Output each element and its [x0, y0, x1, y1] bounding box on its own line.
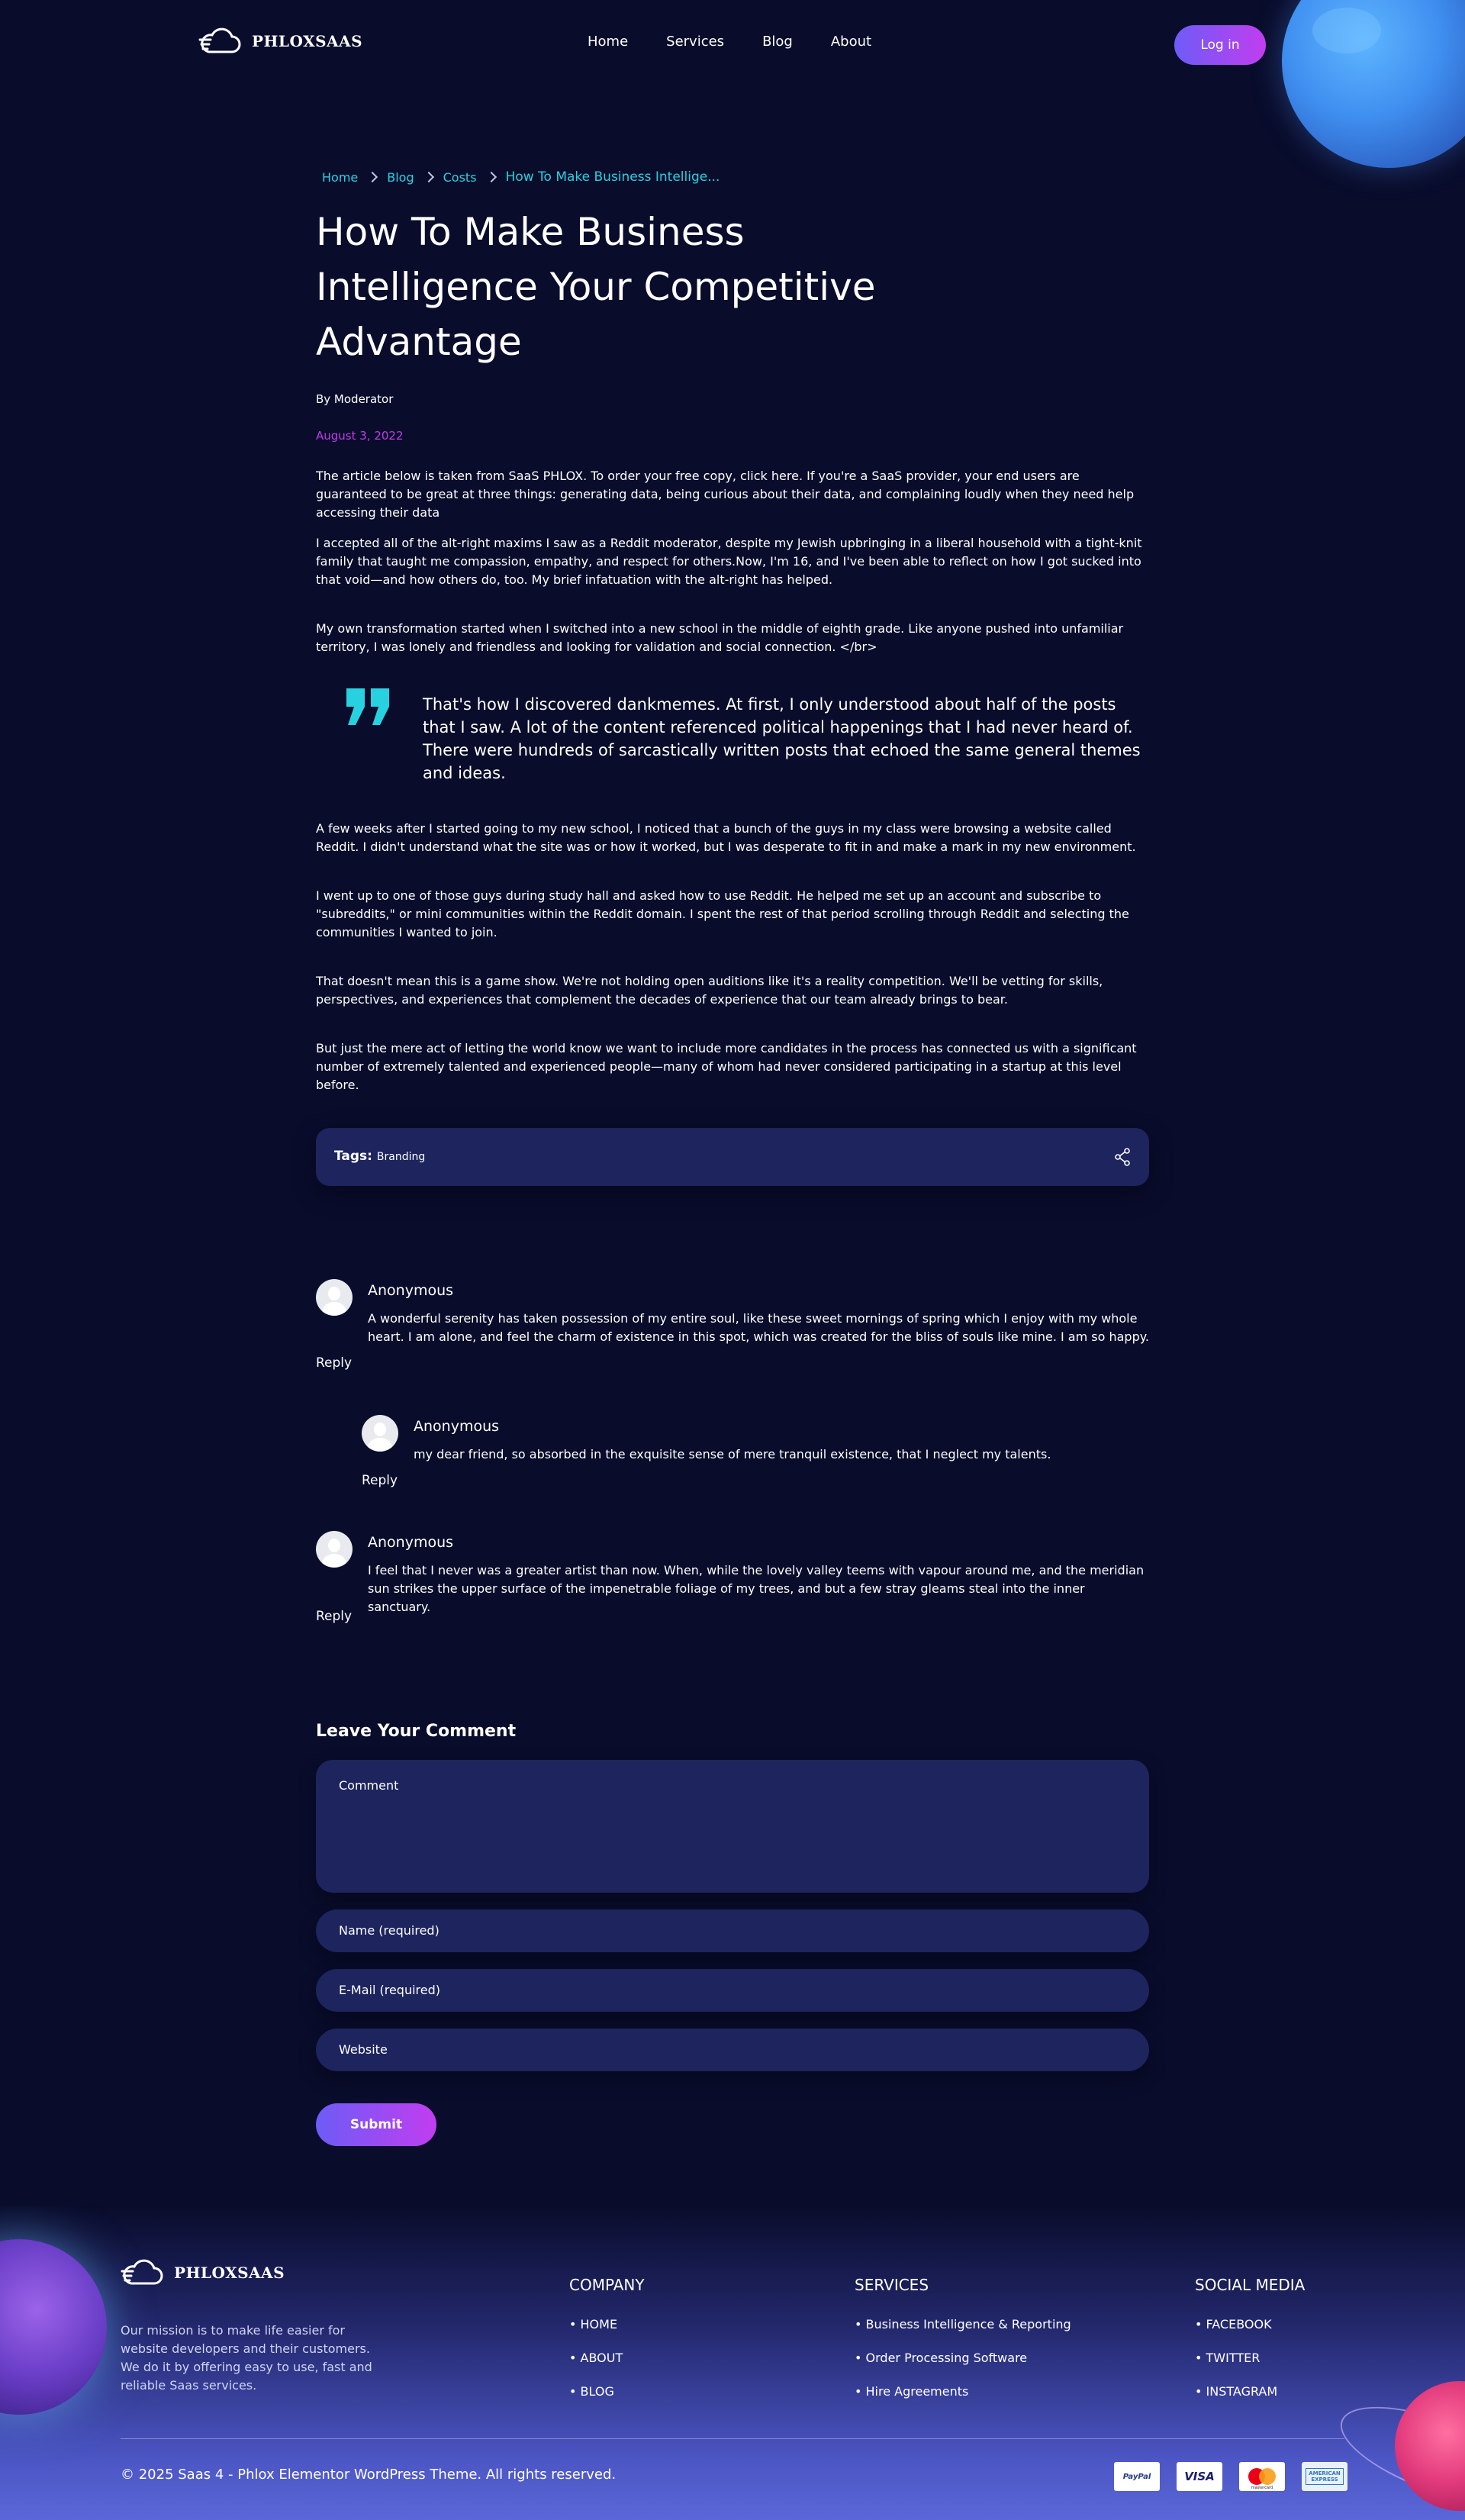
- article-paragraph: My own transformation started when I switched into a new school in the middle of eighth grade. Like anyone pushed into unfamiliar territory, I was lonely and friendless and looking for validation and social connection. </br>: [316, 621, 1124, 654]
- planet-decoration: [1395, 2381, 1465, 2511]
- tag-link[interactable]: Branding: [376, 1151, 426, 1163]
- footer-link[interactable]: • TWITTER: [1195, 2351, 1261, 2365]
- article-byline: By Moderator: [316, 392, 394, 406]
- footer-column-title: COMPANY: [569, 2276, 645, 2294]
- article-paragraph: I went up to one of those guys during study hall and asked how to use Reddit. He helped me set up an account and subscribe to "subreddits," or mini communities within the Reddit domain. I spent the rest of that period scrolling through Reddit and selecting the communities I wanted to join.: [316, 888, 1129, 939]
- breadcrumb: [322, 169, 720, 185]
- breadcrumb-home[interactable]: Home: [322, 169, 359, 185]
- main-nav: [588, 34, 871, 50]
- site-header: [0, 0, 1465, 85]
- website-placeholder: Website: [339, 2042, 388, 2057]
- reply-button[interactable]: Reply: [316, 1355, 353, 1371]
- footer-link[interactable]: • Business Intelligence & Reporting: [855, 2317, 1071, 2331]
- share-icon[interactable]: [1114, 1148, 1131, 1166]
- visa-icon: VISA: [1177, 2462, 1222, 2491]
- footer-column-social: [1195, 2276, 1305, 2418]
- article-paragraph: That doesn't mean this is a game show. We're not holding open auditions like it's a reality competition. We'll be vetting for skills, perspectives, and experiences that complement the decades of experience that our team already brings to bear.: [316, 974, 1103, 1007]
- comment: [316, 1279, 1149, 1378]
- paypal-icon: PayPal: [1114, 2462, 1160, 2491]
- article-paragraph: I accepted all of the alt-right maxims I saw as a Reddit moderator, despite my Jewish upbringing in a liberal household with a tight-knit family that taught me compassion, empathy, and respect for others.Now, I'm 16, and I've been able to reflect on how I got sucked into that void—and how others do, too. My brief infatuation with the alt-right has helped.: [316, 536, 1142, 587]
- nav-about[interactable]: About: [830, 34, 872, 50]
- avatar-icon: [362, 1415, 398, 1452]
- site-footer: [0, 2206, 1465, 2520]
- footer-mission: Our mission is to make life easier for website developers and their customers. We do it by offering easy to use, fast and reliable Saas services.: [121, 2323, 372, 2393]
- quote-text: That's how I discovered dankmemes. At first, I only understood about half of the posts that I saw. A lot of the content referenced political happenings that I had never heard of. There were hundreds of sarcastically written posts that echoed the same general themes and ideas.: [423, 695, 1141, 782]
- footer-link[interactable]: • Hire Agreements: [855, 2384, 969, 2399]
- footer-link[interactable]: • Order Processing Software: [855, 2351, 1028, 2365]
- payment-methods: [1114, 2462, 1347, 2491]
- comment-author: Anonymous: [368, 1282, 454, 1299]
- footer-column-title: SOCIAL MEDIA: [1195, 2276, 1306, 2294]
- article-date: August 3, 2022: [316, 429, 404, 443]
- page-title: How To Make Business Intelligence Your Competitive Advantage: [316, 210, 876, 364]
- tags-bar: [316, 1128, 1149, 1186]
- footer-logo[interactable]: [121, 2257, 285, 2288]
- article-paragraph: The article below is taken from SaaS PHLOX. To order your free copy, click here. If you're a SaaS provider, your end users are guaranteed to be great at three things: generating data, being curious about their data, and complaining loudly when they need help accessing their data: [316, 469, 1135, 520]
- name-placeholder: Name (required): [339, 1923, 440, 1938]
- comment-reply: [362, 1415, 1149, 1491]
- name-input[interactable]: [316, 1909, 1149, 1952]
- comment-placeholder: Comment: [339, 1778, 399, 1793]
- footer-logo-text: PHLOXSAAS: [174, 2264, 285, 2282]
- copyright: © 2025 Saas 4 - Phlox Elementor WordPress Theme. All rights reserved.: [121, 2467, 617, 2483]
- comment-text: A wonderful serenity has taken possession of my entire soul, like these sweet mornings of spring which I enjoy with my whole heart. I am alone, and feel the charm of existence in this spot, which was created for the bliss of souls like mine. I am so happy.: [368, 1311, 1150, 1344]
- comment-text: my dear friend, so absorbed in the exquisite sense of mere tranquil existence, that I neglect my talents.: [414, 1447, 1051, 1461]
- login-button[interactable]: Log in: [1174, 25, 1266, 65]
- quote-icon: [345, 688, 391, 727]
- comment: [316, 1531, 1149, 1630]
- planet-decoration: [0, 2239, 107, 2415]
- footer-divider: [121, 2438, 1344, 2439]
- footer-link[interactable]: • ABOUT: [569, 2351, 623, 2365]
- avatar-icon: [316, 1531, 353, 1568]
- website-input[interactable]: [316, 2029, 1149, 2071]
- avatar-icon: [316, 1279, 353, 1316]
- chevron-right-icon: [423, 172, 434, 182]
- comment-form-title: Leave Your Comment: [316, 1722, 517, 1741]
- email-placeholder: E-Mail (required): [339, 1983, 440, 1997]
- footer-column-title: SERVICES: [855, 2276, 929, 2294]
- email-input[interactable]: [316, 1969, 1149, 2012]
- nav-services[interactable]: Services: [666, 34, 725, 50]
- chevron-right-icon: [485, 172, 496, 182]
- article-paragraph: But just the mere act of letting the world know we want to include more candidates in the process has connected us with a significant number of extremely talented and experienced people—many of whom had never considered participating in a startup at this level before.: [316, 1041, 1137, 1092]
- chevron-right-icon: [367, 172, 378, 182]
- breadcrumb-blog[interactable]: Blog: [387, 169, 414, 185]
- tags-label: Tags:: [334, 1149, 372, 1164]
- nav-home[interactable]: Home: [588, 34, 629, 50]
- breadcrumb-costs[interactable]: Costs: [443, 169, 477, 185]
- footer-column-services: [855, 2276, 1071, 2418]
- footer-column-company: [569, 2276, 645, 2418]
- footer-link[interactable]: • INSTAGRAM: [1195, 2384, 1278, 2399]
- nav-blog[interactable]: Blog: [762, 34, 793, 50]
- reply-button[interactable]: Reply: [362, 1473, 398, 1488]
- footer-link[interactable]: • FACEBOOK: [1195, 2317, 1272, 2331]
- cloud-logo-icon: [121, 2257, 163, 2288]
- site-logo[interactable]: [198, 26, 362, 56]
- footer-link[interactable]: • BLOG: [569, 2384, 614, 2399]
- mastercard-icon: mastercard: [1239, 2462, 1285, 2491]
- cloud-logo-icon: [198, 26, 241, 56]
- footer-link[interactable]: • HOME: [569, 2317, 618, 2331]
- comment-text: I feel that I never was a greater artist than now. When, while the lovely valley teems with vapour around me, and the meridian sun strikes the upper surface of the impenetrable foliage of my trees, and but a few stray gleams steal into the inner sanctuary.: [368, 1563, 1145, 1614]
- submit-button[interactable]: Submit: [316, 2103, 436, 2146]
- amex-icon: AMERICAN EXPRESS: [1302, 2462, 1347, 2491]
- comment-author: Anonymous: [368, 1534, 454, 1551]
- article-paragraph: A few weeks after I started going to my new school, I noticed that a bunch of the guys in my class were browsing a website called Reddit. I didn't understand what the site was or how it worked, but I was desperate to fit in and make a mark in my new environment.: [316, 821, 1136, 854]
- comment-textarea[interactable]: [316, 1760, 1149, 1893]
- reply-button[interactable]: Reply: [316, 1609, 353, 1624]
- breadcrumb-current: How To Make Business Intellige...: [505, 169, 720, 185]
- logo-text: PHLOXSAAS: [252, 32, 363, 50]
- comment-author: Anonymous: [414, 1418, 500, 1435]
